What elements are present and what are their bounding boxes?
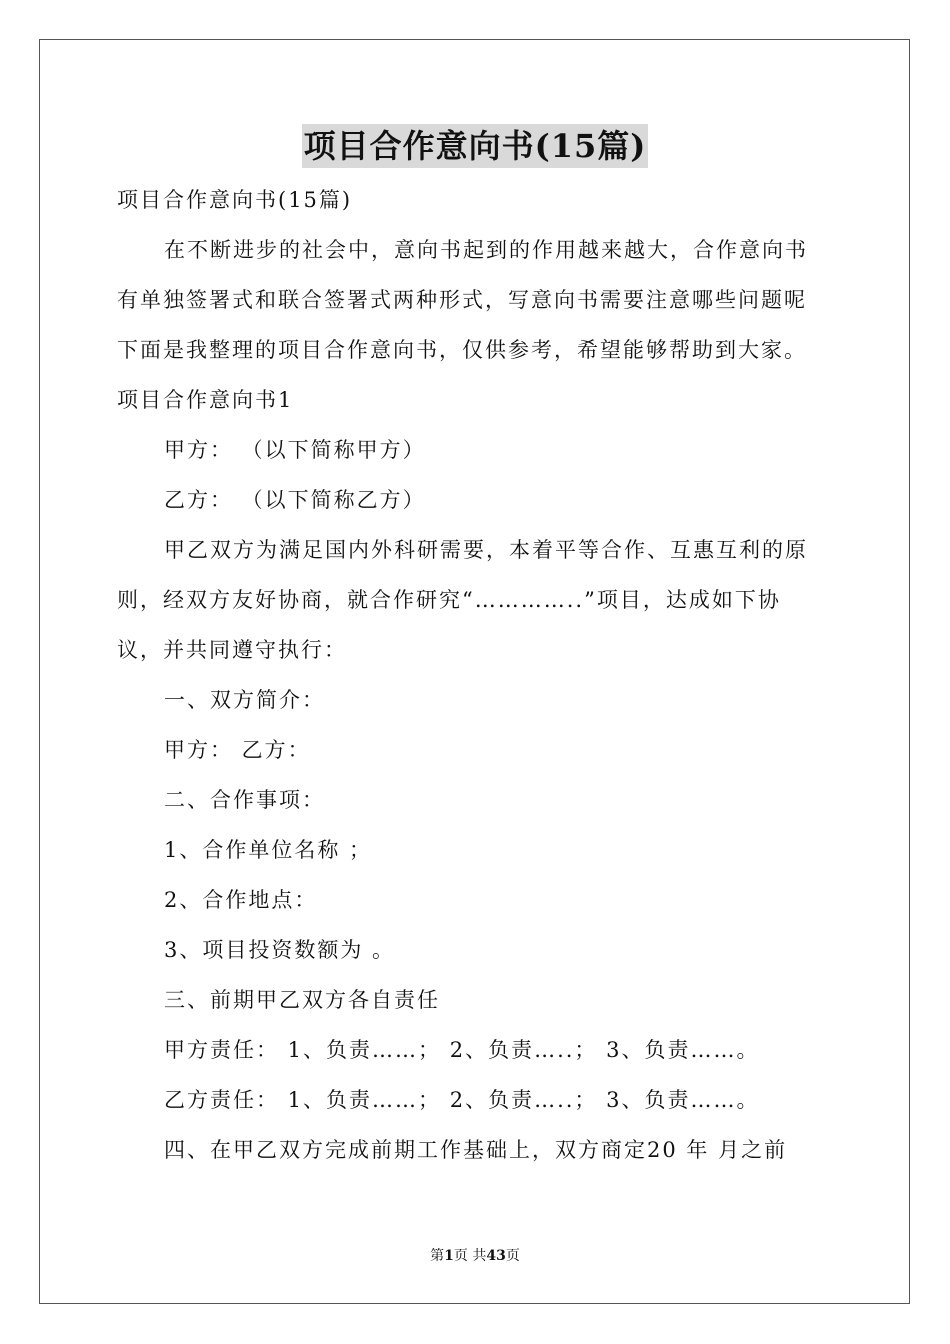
paragraph-line: 二、合作事项：: [164, 788, 325, 812]
paragraph-line: 一、双方简介：: [164, 688, 325, 712]
paragraph-line: 项目合作意向书(15篇): [117, 188, 353, 212]
document-body: [117, 182, 837, 1182]
paragraph-line: 甲方： 乙方：: [164, 738, 311, 762]
paragraph-line: 项目合作意向书1: [117, 388, 294, 412]
paragraph-line: 四、在甲乙双方完成前期工作基础上，双方商定20 年 月之前: [164, 1138, 788, 1162]
paragraph-line: 甲乙双方为满足国内外科研需要，本着平等合作、互惠互利的原: [164, 538, 808, 562]
footer-page-prefix: 第: [430, 1248, 445, 1264]
document-title: 项目合作意向书(15篇): [302, 124, 649, 168]
footer-page-number: 1: [444, 1248, 454, 1264]
title-container: [0, 124, 950, 168]
paragraph-line: 则，经双方友好协商，就合作研究“…………..”项目，达成如下协: [117, 588, 781, 612]
paragraph-line: 乙方责任： 1、负责……； 2、负责…..； 3、负责……。: [164, 1088, 760, 1112]
paragraph-line: 议，并共同遵守执行：: [117, 638, 347, 662]
paragraph-line: 有单独签署式和联合签署式两种形式，写意向书需要注意哪些问题呢: [117, 288, 807, 312]
paragraph-line: 3、项目投资数额为 。: [164, 938, 396, 962]
footer-page-suffix: 页: [505, 1248, 520, 1264]
paragraph-line: 下面是我整理的项目合作意向书，仅供参考，希望能够帮助到大家。: [117, 338, 807, 362]
footer-total-pages: 43: [486, 1248, 506, 1264]
paragraph-line: 2、合作地点：: [164, 888, 318, 912]
footer-page-middle: 页 共: [453, 1248, 487, 1264]
paragraph-line: 在不断进步的社会中，意向书起到的作用越来越大，合作意向书: [164, 238, 808, 262]
paragraph-line: 乙方： （以下简称乙方）: [164, 488, 426, 512]
paragraph-line: 甲方： （以下简称甲方）: [164, 438, 426, 462]
paragraph-line: 甲方责任： 1、负责……； 2、负责…..； 3、负责……。: [164, 1038, 760, 1062]
paragraph-line: 三、前期甲乙双方各自责任: [164, 988, 440, 1012]
page-footer: [0, 1246, 950, 1266]
paragraph-line: 1、合作单位名称 ；: [164, 838, 373, 862]
